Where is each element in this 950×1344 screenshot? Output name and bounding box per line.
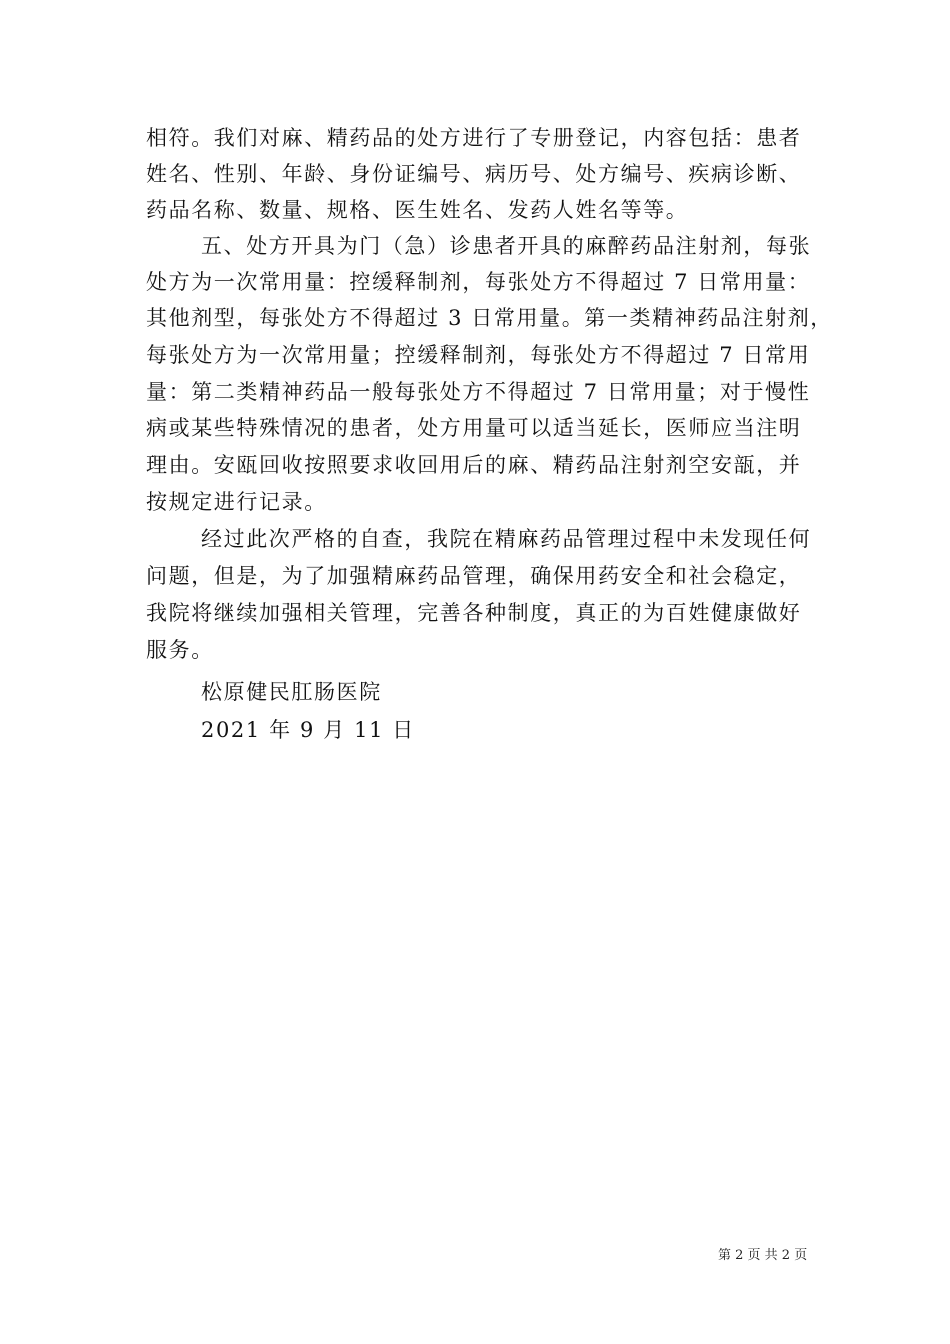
body-line-4: 五、处方开具为门（急）诊患者开具的麻醉药品注射剂，每张: [201, 234, 812, 258]
body-line-12: 经过此次严格的自查，我院在精麻药品管理过程中未发现任何: [201, 527, 812, 551]
body-line-10: 理由。安瓯回收按照要求收回用后的麻、精药品注射剂空安瓿，并: [146, 453, 802, 477]
body-line-1: 相符。我们对麻、精药品的处方进行了专册登记，内容包括：患者: [146, 126, 802, 150]
signature-organization: 松原健民肛肠医院: [201, 680, 382, 704]
body-line-11: 按规定进行记录。: [146, 490, 327, 514]
body-line-6: 其他剂型，每张处方不得超过 3 日常用量。第一类精神药品注射剂，: [146, 306, 833, 330]
body-line-8: 量：第二类精神药品一般每张处方不得超过 7 日常用量；对于慢性: [146, 380, 811, 404]
body-line-3: 药品名称、数量、规格、医生姓名、发药人姓名等等。: [146, 198, 689, 222]
body-line-14: 我院将继续加强相关管理，完善各种制度，真正的为百姓健康做好: [146, 601, 802, 625]
page-number-footer: 第 2 页 共 2 页: [718, 1248, 808, 1263]
body-line-15: 服务。: [146, 638, 214, 662]
body-line-9: 病或某些特殊情况的患者，处方用量可以适当延长，医师应当注明: [146, 416, 802, 440]
signature-date: 2021 年 9 月 11 日: [201, 718, 415, 742]
body-line-13: 问题，但是，为了加强精麻药品管理，确保用药安全和社会稳定，: [146, 564, 802, 588]
body-line-2: 姓名、性别、年龄、身份证编号、病历号、处方编号、疾病诊断、: [146, 162, 802, 186]
body-line-5: 处方为一次常用量：控缓释制剂，每张处方不得超过 7 日常用量：: [146, 270, 811, 294]
body-line-7: 每张处方为一次常用量；控缓释制剂，每张处方不得超过 7 日常用: [146, 343, 811, 367]
